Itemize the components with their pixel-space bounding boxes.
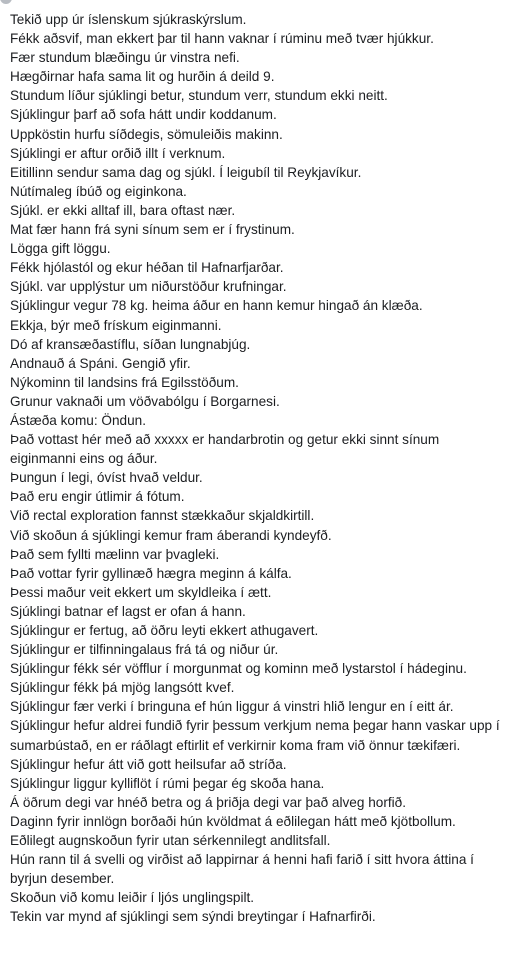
text-line: Sjúklingur fær verki í bringuna ef hún liggur á vinstri hlið lengur en í eitt ár. <box>10 699 454 715</box>
text-line: Sjúklingur hefur aldrei fundið fyrir þessum verkjum nema þegar hann vaskar upp í sumarbústað, en er ráðlagt eftirlit ef verkirnir koma fram við önnur tækifæri. <box>10 718 500 753</box>
text-line: Daginn fyrir innlögn borðaði hún kvöldmat á eðlilegan hátt með kjötbollum. <box>10 813 456 829</box>
text-line: Fékk hjólastól og ekur héðan til Hafnarfjarðar. <box>10 260 284 276</box>
text-line: Það vottar fyrir gyllinæð hægra meginn á kálfa. <box>10 565 292 581</box>
profile-corner-icon <box>0 0 12 4</box>
text-line: Það eru engir útlimir á fótum. <box>10 489 185 505</box>
text-line: Við skoðun á sjúklingi kemur fram áberandi kyndeyfð. <box>10 527 332 543</box>
text-line: Sjúklingur fékk þá mjög langsótt kvef. <box>10 680 235 696</box>
text-line: Hægðirnar hafa sama lit og hurðin á deild 9. <box>10 69 275 85</box>
text-line: Lögga gift löggu. <box>10 241 111 257</box>
text-line: Tekin var mynd af sjúklingi sem sýndi breytingar í Hafnarfirði. <box>10 909 376 925</box>
text-line: Það vottast hér með að xxxxx er handarbrotin og getur ekki sinnt sínum eiginmanni eins og áður. <box>10 432 440 467</box>
text-line: Sjúkl. var upplýstur um niðurstöður krufningar. <box>10 279 287 295</box>
text-line: Eðlilegt augnskoðun fyrir utan sérkennilegt andlitsfall. <box>10 833 331 849</box>
text-line: Nýkominn til landsins frá Egilsstöðum. <box>10 374 239 390</box>
text-line: Við rectal exploration fannst stækkaður skjaldkirtill. <box>10 508 315 524</box>
text-line: Andnauð á Spáni. Gengið yfir. <box>10 355 191 371</box>
text-line: Stundum líður sjúklingi betur, stundum verr, stundum ekki neitt. <box>10 88 388 104</box>
text-line: Sjúklingur liggur kylliflöt í rúmi þegar ég skoða hana. <box>10 775 325 791</box>
text-line: Ástæða komu: Öndun. <box>10 412 147 428</box>
text-line: Sjúklingi er aftur orðið illt í verknum. <box>10 145 226 161</box>
text-line: Tekið upp úr íslenskum sjúkraskýrslum. <box>10 12 247 27</box>
text-line: Á öðrum degi var hnéð betra og á þriðja degi var það alveg horfið. <box>10 794 406 810</box>
text-line: Hún rann til á svelli og virðist að lappirnar á henni hafi farið í sitt hvora áttina í byrjun desember. <box>10 852 474 887</box>
text-line: Dó af kransæðastíflu, síðan lungnabjúg. <box>10 336 251 352</box>
text-line: Ekkja, býr með frískum eiginmanni. <box>10 317 222 333</box>
text-line: Sjúklingur er tilfinningalaus frá tá og niður úr. <box>10 642 279 658</box>
text-line: Sjúklingur fékk sér vöfflur í morgunmat og kominn með lystarstol í hádeginu. <box>10 661 467 677</box>
text-line: Sjúklingur þarf að sofa hátt undir koddanum. <box>10 107 277 123</box>
text-line: Sjúklingur vegur 78 kg. heima áður en hann kemur hingað án klæða. <box>10 298 423 314</box>
text-line: Eitillinn sendur sama dag og sjúkl. Í leigubíl til Reykjavíkur. <box>10 164 362 180</box>
text-line: Fékk aðsvif, man ekkert þar til hann vaknar í rúminu með tvær hjúkkur. <box>10 31 434 47</box>
text-line: Sjúkl. er ekki alltaf ill, bara oftast nær. <box>10 202 236 218</box>
text-line: Sjúklingi batnar ef lagst er ofan á hann. <box>10 603 246 619</box>
text-line: Skoðun við komu leiðir í ljós unglingspilt. <box>10 890 255 906</box>
text-line: Sjúklingur er fertug, að öðru leyti ekkert athugavert. <box>10 623 319 638</box>
document-text <box>10 10 502 927</box>
text-line: Þessi maður veit ekkert um skyldleika í ætt. <box>10 584 272 600</box>
text-line: Mat fær hann frá syni sínum sem er í frystinum. <box>10 222 295 238</box>
text-line: Þungun í legi, óvíst hvað veldur. <box>10 470 203 486</box>
text-line: Það sem fyllti mælinn var þvagleki. <box>10 546 220 562</box>
text-line: Nútímaleg íbúð og eiginkona. <box>10 183 187 199</box>
text-line: Grunur vaknaði um vöðvabólgu í Borgarnesi. <box>10 393 280 409</box>
text-line: Sjúklingur hefur átt við gott heilsufar að stríða. <box>10 756 287 772</box>
text-line: Fær stundum blæðingu úr vinstra nefi. <box>10 50 240 66</box>
text-line: Uppköstin hurfu síðdegis, sömuleiðis makinn. <box>10 126 283 142</box>
